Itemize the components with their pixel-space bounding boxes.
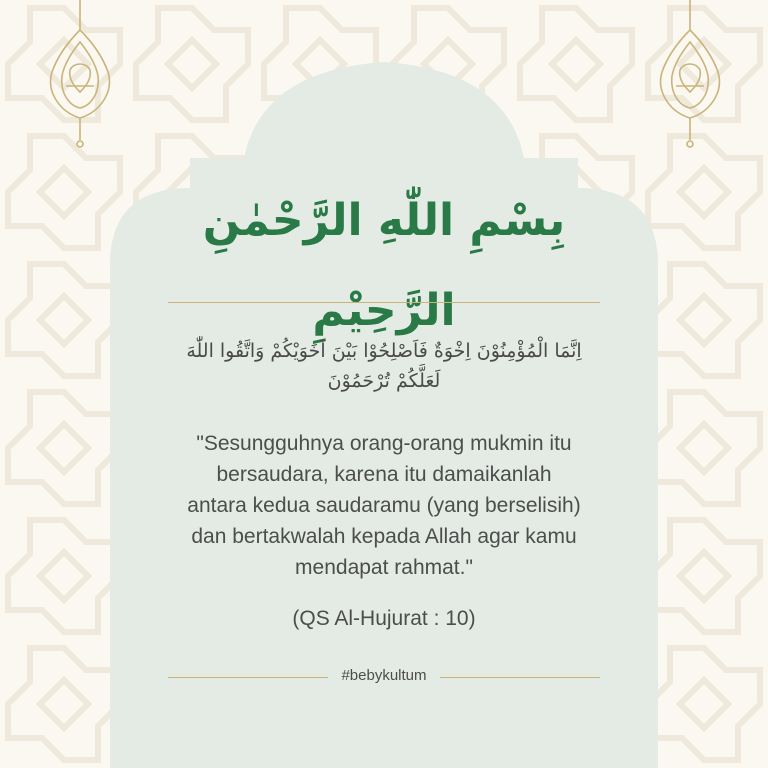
- hashtag: #bebykultum: [341, 667, 427, 684]
- divider-line: [168, 302, 600, 303]
- verse-translation: "Sesungguhnya orang-orang mukmin itu bersaudara, karena itu damaikanlah antara kedua saudaramu (yang berselisih) dan bertakwalah kepada Allah agar kamu mendapat rahmat.": [187, 432, 581, 579]
- footer-divider-left: [168, 677, 328, 678]
- verse-reference: (QS Al-Hujurat : 10): [292, 607, 476, 630]
- footer-divider-right: [440, 677, 600, 678]
- verse-arabic: اِنَّمَا الْمُؤْمِنُوْنَ اِخْوَةٌ فَاَصْلِحُوْا بَيْنَ اَخَوَيْكُمْ وَاتَّقُوا اللّٰهَ لَعَلَّكُمْ تُرْحَمُوْنَ: [186, 340, 582, 392]
- basmalah-calligraphy: بِسْمِ اللّٰهِ الرَّحْمٰنِ الرَّحِيْمِ: [202, 195, 566, 336]
